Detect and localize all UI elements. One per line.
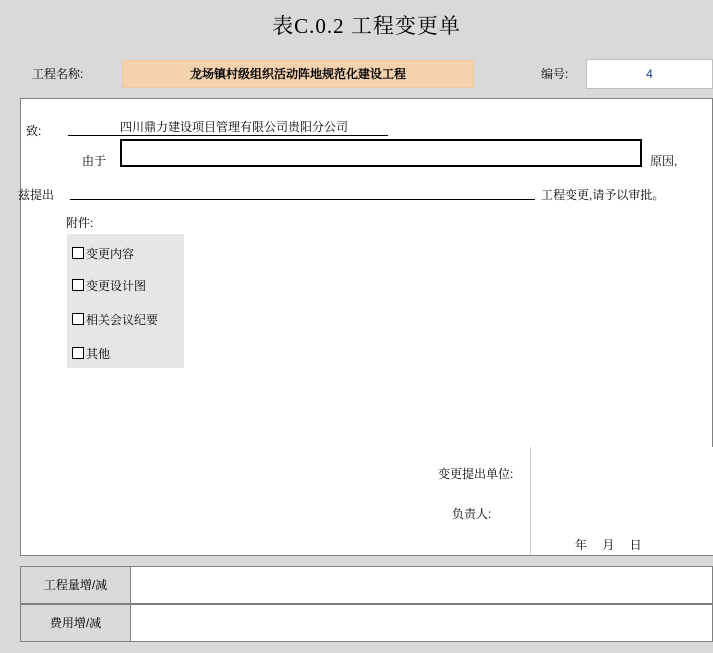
proposer-unit-label: 变更提出单位:	[438, 467, 514, 481]
responsible-person-label: 负责人:	[452, 507, 492, 521]
left-gutter	[0, 98, 20, 653]
top-left-gutter	[0, 0, 20, 98]
reason-suffix-label: 原因,	[650, 154, 678, 168]
project-name-label: 工程名称:	[32, 67, 84, 81]
project-name-value[interactable]: 龙场镇村级组织活动阵地规范化建设工程	[122, 60, 474, 88]
date-line: 年 月 日	[575, 538, 648, 552]
body-bottom-strip	[20, 556, 713, 566]
cost-change-label: 费用增/减	[21, 605, 131, 641]
hereby-input[interactable]	[70, 199, 535, 200]
attachment-option-label: 变更设计图	[86, 279, 147, 293]
cost-change-value[interactable]	[131, 605, 712, 641]
number-value[interactable]: 4	[586, 59, 713, 89]
checkbox-icon[interactable]	[72, 347, 84, 359]
cause-label: 由于	[82, 154, 107, 168]
recipient-value[interactable]: 四川鼎力建设项目管理有限公司贵阳分公司	[120, 120, 349, 134]
hereby-label: 兹提出	[18, 188, 55, 202]
checkbox-icon[interactable]	[72, 279, 84, 291]
checkbox-icon[interactable]	[72, 247, 84, 259]
attachment-label: 附件:	[66, 216, 94, 230]
page-title: 表C.0.2 工程变更单	[272, 14, 461, 38]
quantity-change-value[interactable]	[131, 567, 712, 603]
attachment-option-label: 相关会议纪要	[86, 313, 159, 327]
quantity-change-label: 工程量增/减	[21, 567, 131, 603]
table-row	[20, 566, 713, 604]
attachment-option-1[interactable]	[72, 277, 146, 294]
attachment-option-label: 变更内容	[86, 247, 135, 261]
cause-input[interactable]	[120, 139, 642, 167]
recipient-label: 致:	[26, 124, 42, 138]
attachment-option-3[interactable]	[72, 345, 110, 362]
table-row	[20, 604, 713, 642]
checkbox-icon[interactable]	[72, 313, 84, 325]
attachment-option-0[interactable]	[72, 245, 134, 262]
number-label: 编号:	[541, 67, 569, 81]
attachment-option-2[interactable]	[72, 311, 158, 328]
attachment-option-label: 其他	[86, 347, 111, 361]
approve-suffix-label: 工程变更,请予以审批。	[541, 188, 665, 202]
bottom-table	[20, 566, 713, 653]
recipient-underline	[68, 135, 388, 136]
